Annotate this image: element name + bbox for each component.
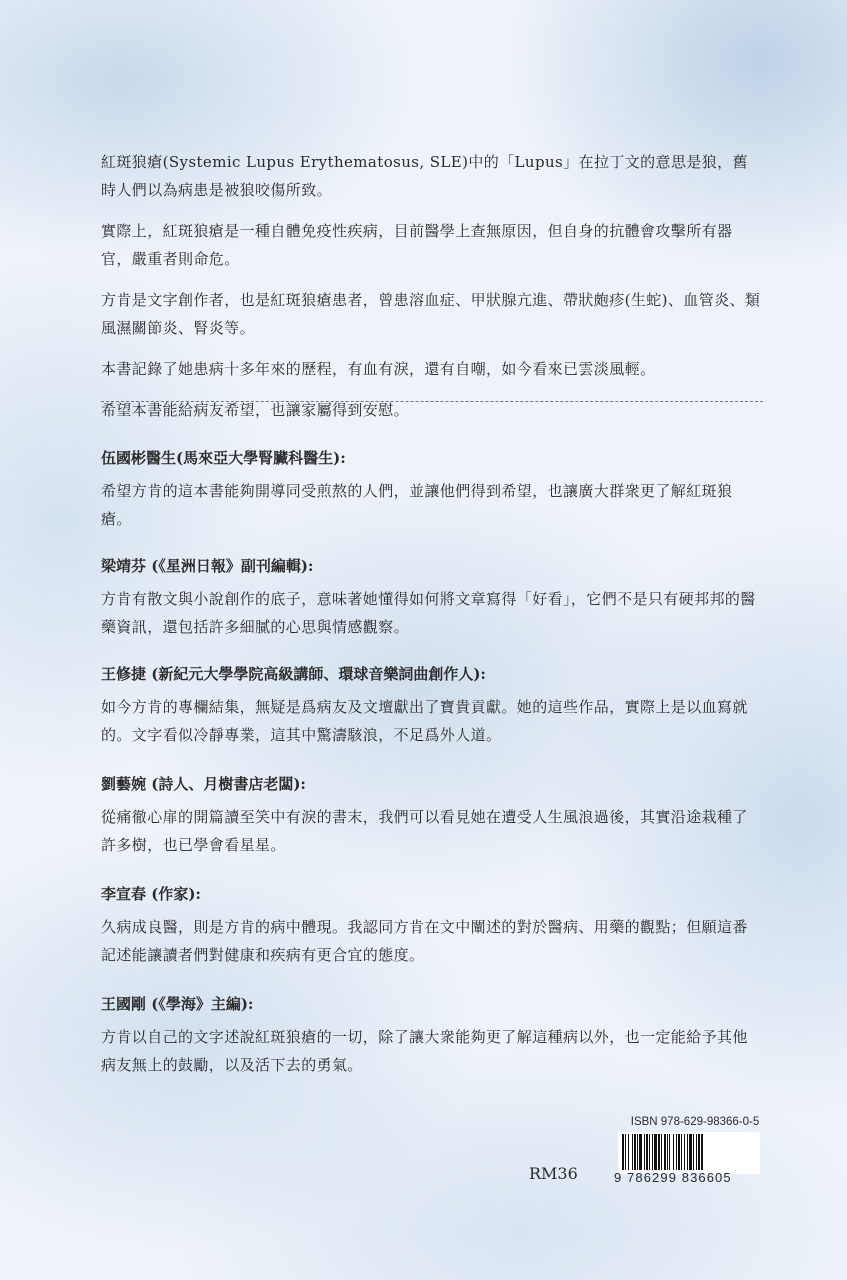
- review-quote: 希望方肯的這本書能夠開導同受煎熬的人們，並讓他們得到希望，也讓廣大群衆更了解紅斑狼瘡。: [101, 482, 733, 528]
- reviewer-name: 伍國彬醫生(馬來亞大學腎臟科醫生):: [101, 449, 346, 467]
- barcode-bar: [625, 1134, 626, 1170]
- review-quote: 久病成良醫，則是方肯的病中體現。我認同方肯在文中闡述的對於醫病、用藥的觀點；但願這番記述能讓讀者們對健康和疾病有更合宜的態度。: [101, 918, 748, 964]
- barcode-bar: [637, 1134, 638, 1170]
- synopsis-paragraph-3: 方肯是文字創作者，也是紅斑狼瘡患者，曾患溶血症、甲狀腺亢進、帶狀皰疹(生蛇)、血管炎、類風濕關節炎、腎炎等。: [101, 291, 761, 337]
- barcode-bar: [639, 1134, 642, 1170]
- barcode-bar: [689, 1134, 692, 1170]
- barcode-bar: [646, 1134, 648, 1170]
- review-quote: 方肯有散文與小說創作的底子，意味著她懂得如何將文章寫得「好看」，它們不是只有硬邦邦的醫藥資訊，還包括許多細膩的心思與情感觀察。: [101, 590, 756, 636]
- barcode-bar: [664, 1134, 666, 1170]
- review-quote: 從痛徹心扉的開篇讀至笑中有淚的書末，我們可以看見她在遭受人生風浪過後，其實沿途栽種了許多樹，也已學會看星星。: [101, 808, 748, 854]
- price-label: RM36: [529, 1164, 578, 1183]
- review-block: [101, 771, 763, 859]
- barcode-bar: [669, 1134, 670, 1170]
- barcode-bar: [658, 1134, 660, 1170]
- barcode-bar: [698, 1134, 700, 1170]
- barcode-bar: [681, 1134, 682, 1170]
- reviewer-name: 梁靖芬 (《星洲日報》副刊編輯):: [101, 557, 314, 575]
- review-block: [101, 881, 763, 969]
- barcode-bar: [673, 1134, 674, 1170]
- reviewer-name: 劉藝婉 (詩人、月樹書店老闆):: [101, 775, 306, 793]
- barcode-bar: [654, 1134, 657, 1170]
- barcode-bar: [634, 1134, 636, 1170]
- dashed-divider: [101, 401, 763, 402]
- reviewer-name: 李宣春 (作家):: [101, 885, 201, 903]
- review-block: [101, 553, 763, 641]
- reviewer-name: 王修捷 (新紀元大學學院高級講師、環球音樂詞曲創作人):: [101, 665, 486, 683]
- review-block: [101, 445, 763, 533]
- barcode-bar: [693, 1134, 694, 1170]
- barcode-bar: [644, 1134, 645, 1170]
- barcode-bar: [652, 1134, 653, 1170]
- review-quote: 方肯以自己的文字述說紅斑狼瘡的一切，除了讓大衆能夠更了解這種病以外，也一定能給予其他病友無上的鼓勵，以及活下去的勇氣。: [101, 1028, 748, 1074]
- barcode-bar: [649, 1134, 650, 1170]
- barcode-bar: [701, 1134, 703, 1170]
- barcode-bar: [667, 1134, 668, 1170]
- review-block: [101, 991, 763, 1079]
- synopsis-paragraph-4: 本書記錄了她患病十多年來的歷程，有血有淚，還有自嘲，如今看來已雲淡風輕。: [101, 360, 656, 378]
- review-block: [101, 661, 763, 749]
- barcode-bar: [632, 1134, 633, 1170]
- isbn-barcode: [618, 1132, 760, 1174]
- barcode-bar: [678, 1134, 680, 1170]
- reviewer-name: 王國剛 (《學海》主編):: [101, 995, 254, 1013]
- synopsis-paragraph-5: 希望本書能給病友希望，也讓家屬得到安慰。: [101, 401, 410, 419]
- barcode-bar: [622, 1134, 624, 1170]
- barcode-digits: 9 786299 836605: [614, 1170, 732, 1185]
- synopsis-paragraph-2: 實際上，紅斑狼瘡是一種自體免疫性疾病，目前醫學上查無原因，但自身的抗體會攻擊所有器官，嚴重者則命危。: [101, 222, 733, 268]
- barcode-bar: [687, 1134, 688, 1170]
- review-quote: 如今方肯的專欄結集，無疑是爲病友及文壇獻出了寶貴貢獻。她的這些作品，實際上是以血寫就的。文字看似冷靜專業，這其中驚濤駭浪，不足爲外人道。: [101, 698, 748, 744]
- barcode-bar: [628, 1134, 629, 1170]
- barcode-bar: [684, 1134, 685, 1170]
- barcode-bar: [676, 1134, 677, 1170]
- barcode-bar: [696, 1134, 697, 1170]
- synopsis-paragraph-1: 紅斑狼瘡(Systemic Lupus Erythematosus, SLE)中的「Lupus」在拉丁文的意思是狼，舊時人們以為病患是被狼咬傷所致。: [101, 153, 748, 199]
- isbn-label: ISBN 978-629-98366-0-5: [630, 1116, 760, 1128]
- barcode-bar: [661, 1134, 662, 1170]
- book-synopsis: [101, 148, 763, 437]
